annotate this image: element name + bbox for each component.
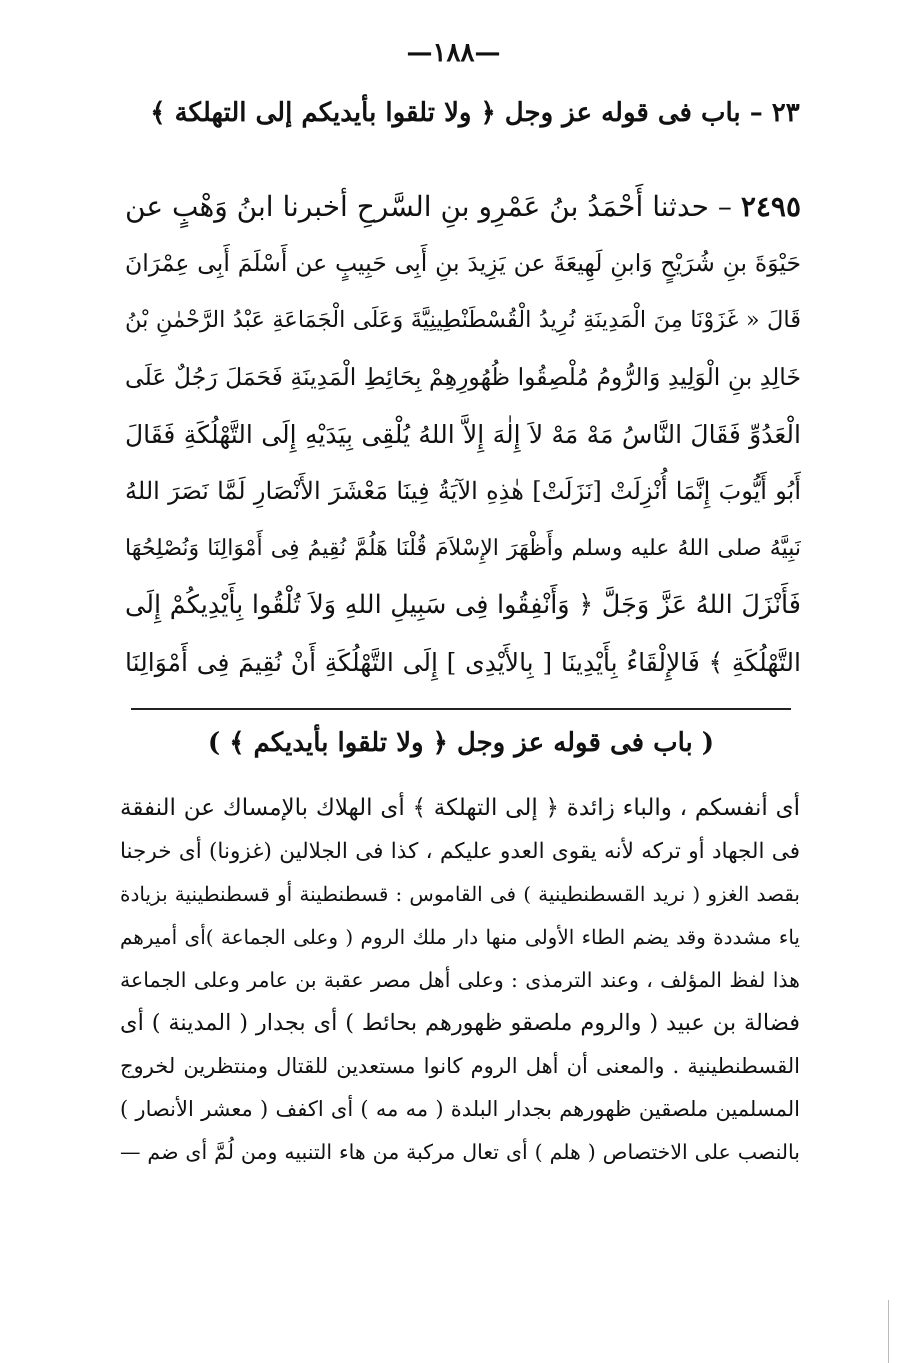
section-divider (131, 708, 791, 710)
commentary-title: ( باب فى قوله عز وجل ﴿ ولا تلقوا بأيديكم ﴾ ) (207, 728, 715, 758)
commentary-line: المسلمين ملصقين ظهورهم بجدار البلدة ( مه مه ) أى اكفف ( معشر الأنصار ) (120, 1097, 800, 1121)
hadith-line: التَّهْلُكَةِ ﴾ فَالإِلْقَاءُ بِأَيْدِينَا [ بِالأَيْدِى ] إِلَى التَّهْلُكَةِ أَنْ نُقِيمَ فِى أَمْوَالِنَا (125, 648, 801, 677)
commentary-line: هذا لفظ المؤلف ، وعند الترمذى : وعلى أهل مصر عقبة بن عامر وعلى الجماعة (120, 968, 800, 992)
hadith-text (125, 178, 801, 691)
commentary-line: ياء مشددة وقد يضم الطاء الأولى منها دار ملك الروم ( وعلى الجماعة )أى أميرهم (120, 925, 800, 949)
hadith-line: خَالِدِ بنِ الْوَلِيدِ وَالرُّومُ مُلْصِقُوا ظُهُورِهِمْ بِحَائِطِ الْمَدِينَةِ فَحَمَلَ رَجُلٌ عَلَى (125, 363, 801, 391)
hadith-line: الْعَدُوِّ فَقَالَ النَّاسُ مَهْ مَهْ لاَ إِلٰهَ إِلاَّ اللهُ يُلْقِى بِيَدَيْهِ إِلَى التَّهْلُكَةِ فَقَالَ (125, 420, 801, 449)
hadith-line: نَبِيَّهُ صلى اللهُ عليه وسلم وأَظْهَرَ الإِسْلاَمَ قُلْنَا هَلُمَّ نُقِيمُ فِى أَمْوَالِنَا وَنُصْلِحُهَا (125, 536, 801, 561)
commentary-line: بقصد الغزو ( نريد القسطنطينية ) فى القاموس : قسطنطينة أو قسطنطينية بزيادة (120, 882, 800, 906)
hadith-line: حَيْوَةَ بنِ شُرَيْحٍ وَابنِ لَهِيعَةَ عن يَزِيدَ بنِ أَبِى حَبِيبٍ عن أَسْلَمَ أَبِى عِمْرَانَ (125, 249, 801, 277)
commentary-line: القسطنطينية . والمعنى أن أهل الروم كانوا مستعدين للقتال ومنتظرين لخروج (120, 1054, 800, 1078)
hadith-line: أَبُو أَيُّوبَ إِنَّمَا أُنْزِلَتْ [نَزَلَتْ] هٰذِهِ الآيَةُ فِينَا مَعْشَرَ الأَنْصَارِ لَمَّا نَصَرَ اللهُ (125, 477, 801, 505)
hadith-line: قَالَ « غَزَوْنَا مِنَ الْمَدِينَةِ نُرِيدُ الْقُسْطَنْطِينِيَّةَ وَعَلَى الْجَمَاعَةِ عَبْدُ الرَّحْمٰنِ بْنُ (125, 307, 801, 333)
commentary-text (120, 787, 800, 1174)
commentary-line: أى أنفسكم ، والباء زائدة ﴿ إلى التهلكة ﴾ أى الهلاك بالإمساك عن النفقة (120, 795, 800, 821)
hadith-line: فَأَنْزَلَ اللهُ عَزَّ وَجَلَّ ﴿ وَأَنْفِقُوا فِى سَبِيلِ اللهِ وَلاَ تُلْقُوا بِأَيْدِيكُمْ إِلَى (125, 590, 801, 620)
hadith-number: ٢٤٩٥ (740, 190, 801, 223)
hadith-line-text: – حدثنا أَحْمَدُ بنُ عَمْرِو بنِ السَّرحِ أخبرنا ابنُ وَهْبٍ عن (125, 190, 741, 223)
chapter-title: ٢٣ – باب فى قوله عز وجل ﴿ ولا تلقوا بأيديكم إلى التهلكة ﴾ (150, 98, 800, 128)
page-number: —١٨٨— (406, 38, 501, 68)
page-edge-line (888, 1300, 889, 1363)
commentary-line: بالنصب على الاختصاص ( هلم ) أى تعال مركبة من هاء التنبيه ومن لُمَّ أى ضم — (120, 1140, 800, 1164)
hadith-line (125, 178, 801, 235)
commentary-line: فضالة بن عبيد ( والروم ملصقو ظهورهم بحائط ) أى بجدار ( المدينة ) أى (120, 1010, 800, 1036)
commentary-line: فى الجهاد أو تركه لأنه يقوى العدو عليكم ، كذا فى الجلالين (غزونا) أى خرجنا (120, 839, 800, 864)
